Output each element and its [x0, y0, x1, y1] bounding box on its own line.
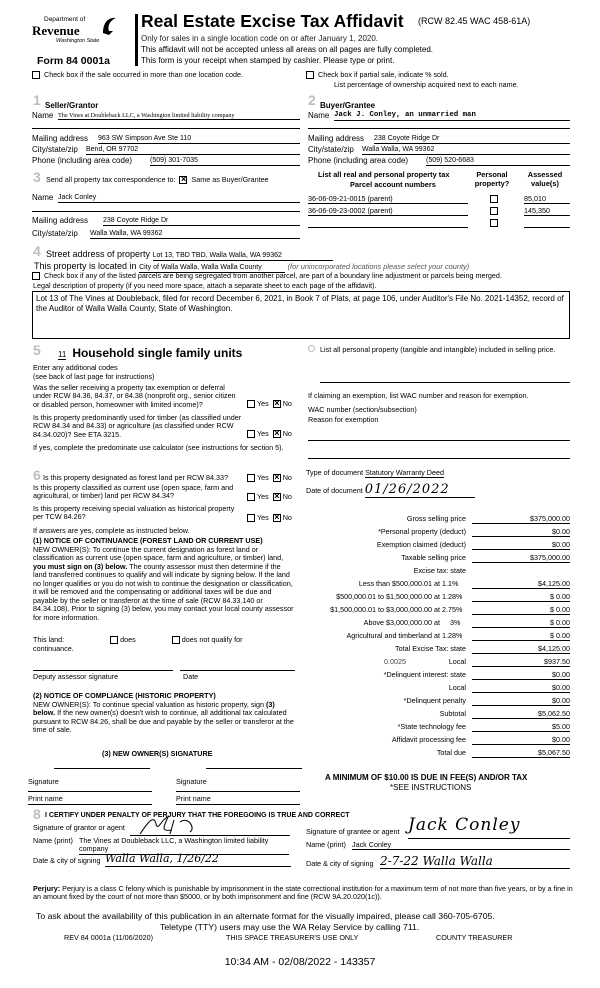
- local-rate: 0.0025: [384, 657, 406, 666]
- legal-description-label: Legal description of property (if you need more space, attach a separate sheet to each page of the affidavit).: [33, 281, 377, 290]
- deputy-date-label: Date: [183, 672, 199, 681]
- seller-phone-value[interactable]: (509) 301-7035: [150, 157, 300, 166]
- notice-1-c: The county assessor must then determine if the land transferred continues to qualify and will indicate by signing below. If the land no longer qualifies or you do not wish to continue the designation or classification, it will be removed and the compensating or additional taxes will be due and payable by the seller or transferor at the time of sale (RCW 84.33.140 or 84.34.108). Prior to signing (3) below, you may contact your local county assessor for more information.: [33, 561, 294, 622]
- state-label: Washington State: [56, 38, 100, 44]
- yes-label: Yes: [257, 513, 269, 522]
- perjury-label: Perjury:: [33, 884, 61, 893]
- owner-sig-line-2[interactable]: [206, 768, 302, 769]
- no-label: No: [282, 429, 292, 438]
- parcels-heading-2: Parcel account numbers: [350, 180, 436, 189]
- exemption-deduct-label: Exemption claimed (deduct): [376, 540, 466, 549]
- notice-2-body: [33, 701, 295, 735]
- reason-line-1[interactable]: [308, 440, 570, 441]
- corr-name-row: [32, 193, 300, 202]
- parcel-assessed-value[interactable]: [524, 219, 570, 228]
- bracket-1-rate: 1.1%: [442, 579, 459, 588]
- certify-heading: I CERTIFY UNDER PENALTY OF PERJURY THAT THE FOREGOING IS TRUE AND CORRECT: [45, 812, 350, 819]
- wac-number-label: WAC number (section/subsection): [308, 405, 417, 414]
- section-2-number: 2: [308, 92, 316, 108]
- multi-location-checkbox[interactable]: [32, 71, 40, 79]
- notice-1-body: [33, 546, 295, 622]
- same-as-buyer-checkbox[interactable]: [179, 176, 187, 184]
- grantor-name-row: [33, 836, 291, 854]
- doc-date-value[interactable]: 01/26/2022: [365, 482, 475, 498]
- accessibility-line-1: To ask about the availability of this publication in an alternate format for the visually impaired, please call 360-705-6705.: [36, 911, 495, 921]
- bracket-3-rate: 2.75%: [442, 605, 463, 614]
- doc-type-row: [306, 469, 444, 477]
- sec5-q1-options: [245, 400, 292, 408]
- delinquent-interest-label: *Delinquent interest: state: [383, 670, 466, 679]
- seller-city-value[interactable]: Bend, OR 97702: [86, 146, 300, 155]
- unincorporated-note: (for unincorporated locations please select your county): [287, 262, 470, 271]
- use-code-description: Household single family units: [72, 346, 243, 360]
- perjury-text: Perjury is a class C felony which is punishable by imprisonment in the state correctional institution for a maximum term of not more than five years, or by a fine in an amount fixed by the court of not more than $5000, or by both imprisonment and fine (RCW 9A.20.020(1c)).: [33, 884, 573, 902]
- buyer-city-value[interactable]: Walla Walla, WA 99362: [362, 146, 570, 155]
- taxable-value[interactable]: $375,000.00: [472, 554, 570, 563]
- grantor-date-value[interactable]: Walla Walla, 1/26/22: [105, 853, 291, 867]
- buyer-city-row: [308, 145, 570, 154]
- does-not-checkbox[interactable]: [172, 636, 180, 644]
- corr-city-label: City/state/zip: [32, 229, 78, 238]
- sec6-q1-text: Is this property designated as forest land per RCW 84.33?: [43, 473, 228, 482]
- seller-mail-value[interactable]: 963 SW Simpson Ave Ste 110: [98, 135, 300, 144]
- local-label: Local: [448, 657, 466, 666]
- exemption-claim-text: If claiming an exemption, list WAC number and reason for exemption.: [308, 391, 529, 400]
- owner-print-label-2: Print name: [176, 795, 300, 805]
- segregated-row: [32, 272, 502, 280]
- sec5-q2-no-checkbox[interactable]: [273, 430, 281, 438]
- personal-deduct-label: *Personal property (deduct): [378, 527, 466, 536]
- buyer-mail-label: Mailing address: [308, 134, 365, 143]
- sec5-q1-yes-checkbox[interactable]: [247, 400, 255, 408]
- seller-city-row: [32, 145, 300, 154]
- sub-line-2: This affidavit will not be accepted unless all areas on all pages are fully completed.: [141, 45, 434, 54]
- corr-city-row: [32, 229, 300, 238]
- buyer-name-label: Name: [308, 111, 330, 120]
- local-value[interactable]: $937.50: [472, 658, 570, 667]
- bracket-5-rate: 1.28%: [442, 631, 463, 640]
- parcel-number[interactable]: 36-06-09-23-0002 (parent): [308, 207, 468, 216]
- deputy-label: Deputy assessor signature: [33, 672, 119, 681]
- seller-heading: Seller/Grantor: [45, 101, 99, 110]
- sub-line-1: Only for sales in a single location code on or after January 1, 2020.: [141, 34, 379, 43]
- doc-date-row: [306, 482, 475, 498]
- yes-label: Yes: [257, 473, 269, 482]
- sec6-q3-text: Is this property receiving special valuation as historical property per TCW 84.26?: [33, 504, 235, 522]
- owner-sig-line-1[interactable]: [54, 768, 150, 769]
- sec5-q1: [33, 384, 295, 409]
- notice-2-title: (2) NOTICE OF COMPLIANCE (HISTORIC PROPERTY): [33, 691, 216, 700]
- notice-1-b: you must sign on (3) below.: [33, 561, 128, 571]
- bracket-2-range: $500,000.01 to $1,500,000.00 at: [336, 592, 440, 601]
- personal-property-heading: Personal property?: [474, 170, 510, 188]
- parcel-personal-checkbox[interactable]: [490, 207, 498, 215]
- bracket-4-range: Above $3,000,000.00 at: [363, 618, 440, 627]
- bracket-4-rate: 3%: [450, 618, 461, 627]
- grantor-date-label: Date & city of signing: [33, 856, 101, 865]
- sec5-q2-options: [245, 430, 292, 438]
- grantee-signature[interactable]: [408, 815, 570, 839]
- notice-2-c: If the new owner(s) doesn't wish to continue, all additional tax calculated pursuant to RCW 84.26, shall be due and payable by the seller or transferor at the time of sale.: [33, 708, 294, 735]
- seller-name-label: Name: [32, 111, 54, 120]
- treasurer-use-label: THIS SPACE TREASURER'S USE ONLY: [226, 933, 359, 942]
- delinquent-interest-value[interactable]: $0.00: [472, 671, 570, 680]
- multi-location-row: [32, 71, 243, 79]
- street-value[interactable]: Lot 13, TBD TBD, Walla Walla, WA 99362: [153, 252, 333, 261]
- yes-label: Yes: [257, 399, 269, 408]
- correspondence-row: [46, 176, 269, 184]
- notice-1-a: NEW OWNER(S): To continue the current designation as forest land or classification as current use (open space, farm and agriculture, or timber) land,: [33, 545, 284, 563]
- does-checkbox[interactable]: [110, 636, 118, 644]
- additional-codes-label: Enter any additional codes: [33, 363, 118, 372]
- excise-state-label: Excise tax: state: [413, 566, 466, 575]
- parcel-row-2: [308, 207, 570, 215]
- page-title: Real Estate Excise Tax Affidavit: [141, 11, 404, 31]
- sec5-q3-text: If yes, complete the predominate use calculator (see instructions for section 5).: [33, 443, 284, 452]
- seller-mail-label: Mailing address: [32, 134, 89, 143]
- form-number: Form 84 0001a: [37, 55, 110, 67]
- no-label: No: [282, 399, 292, 408]
- does-label: does: [120, 635, 136, 644]
- partial-sale-row: [306, 71, 449, 79]
- this-land-label: This land:: [33, 635, 65, 644]
- continuance-label: continuance.: [33, 644, 74, 653]
- use-code-row: [58, 346, 242, 360]
- corr-city-value[interactable]: Walla Walla, WA 99362: [90, 230, 300, 239]
- exemption-deduct-value[interactable]: $0.00: [472, 541, 570, 550]
- partial-sale-label: Check box if partial sale, indicate % sold.: [318, 70, 449, 79]
- delinquent-penalty-value[interactable]: $0.00: [472, 697, 570, 706]
- notice-2-a: NEW OWNER(S): To continue special valuation as historic property, sign: [33, 700, 265, 709]
- seller-city-label: City/state/zip: [32, 145, 78, 154]
- street-label: Street address of property: [46, 249, 151, 259]
- buyer-mail-value[interactable]: 238 Coyote Ridge Dr: [374, 135, 570, 144]
- grantee-name-row: [306, 841, 570, 849]
- sec6-q1-options: [245, 474, 292, 482]
- sec6-q3-no-checkbox[interactable]: [273, 514, 281, 522]
- section-4-number: 4: [33, 243, 41, 259]
- grantee-name-value[interactable]: Jack Conley: [352, 841, 570, 850]
- sec6-q1: [33, 474, 295, 482]
- bracket-5-value[interactable]: $ 0.00: [472, 632, 570, 641]
- bracket-3-range: $1,500,000.01 to $3,000,000.00 at: [330, 605, 440, 614]
- header-divider: [135, 14, 138, 66]
- sec5-q2: [33, 414, 295, 439]
- use-code-value[interactable]: 11: [58, 350, 67, 359]
- parcel-personal-checkbox[interactable]: [490, 219, 498, 227]
- see-instructions-notice: *SEE INSTRUCTIONS: [390, 783, 472, 792]
- revenue-wordmark: Revenue: [32, 23, 80, 38]
- parcels-heading-1: List all real and personal property tax: [318, 170, 450, 179]
- buyer-phone-row: [308, 156, 570, 165]
- buyer-city-label: City/state/zip: [308, 145, 354, 154]
- sec6-q3-yes-checkbox[interactable]: [247, 514, 255, 522]
- grantor-sig-label: Signature of grantor or agent: [33, 823, 125, 832]
- deputy-date-line[interactable]: [180, 670, 295, 671]
- sec5-q2-yes-checkbox[interactable]: [247, 430, 255, 438]
- owner-sig-label-2: Signature: [176, 778, 300, 792]
- minimum-due-notice: A MINIMUM OF $10.00 IS DUE IN FEE(S) AND/OR TAX: [325, 773, 528, 782]
- bracket-5-range: Agricultural and timberland at: [346, 631, 440, 640]
- treasurer-stamp: 10:34 AM - 02/08/2022 - 143357: [224, 956, 376, 968]
- section-6-number: 6: [33, 467, 41, 483]
- bracket-4-value[interactable]: $ 0.00: [472, 619, 570, 628]
- buyer-name-value[interactable]: Jack J. Conley, an unmarried man: [334, 111, 570, 121]
- doc-date-label: Date of document: [306, 486, 363, 495]
- doc-type-value[interactable]: Statutory Warranty Deed: [365, 468, 444, 477]
- subtotal-value[interactable]: $5,062.50: [472, 710, 570, 719]
- personal-property-text: List all personal property (tangible and intangible) included in selling price.: [320, 345, 556, 354]
- partial-sale-checkbox[interactable]: [306, 71, 314, 79]
- gross-value[interactable]: $375,000.00: [472, 515, 570, 524]
- sec6-q1-yes-checkbox[interactable]: [247, 474, 255, 482]
- seller-mail-row: [32, 134, 300, 143]
- total-state-label: Total Excise Tax: state: [395, 644, 466, 653]
- seller-phone-label: Phone (including area code): [32, 156, 133, 165]
- tech-fee-label: *State technology fee: [397, 722, 466, 731]
- sec6-q2-text: Is this property classified as current use (open space, farm and agricultural, or timber) land per RCW 84.34?: [33, 483, 234, 501]
- parcel-personal-checkbox[interactable]: [490, 195, 498, 203]
- seller-name-value[interactable]: The Vines at Doubleback LLC, a Washington limited liability company: [58, 112, 300, 120]
- accessibility-line-2: Teletype (TTY) users may use the WA Relay Service by calling 711.: [160, 922, 420, 932]
- corr-line-2: [32, 211, 300, 212]
- list-percentage-note: List percentage of ownership acquired next to each name.: [334, 80, 519, 89]
- subtotal-label: Subtotal: [439, 709, 466, 718]
- seller-phone-row: [32, 156, 300, 165]
- yes-label: Yes: [257, 492, 269, 501]
- parcel-assessed-value[interactable]: 145,350: [524, 207, 570, 216]
- personal-property-line[interactable]: [320, 382, 570, 383]
- grantor-date-row: [33, 852, 291, 865]
- sec5-q1-text: Was the seller receiving a property tax exemption or deferral under RCW 84.36, 84.37, or 84.38 (nonprofit org., senior citizen or disabled person, homeowner with limited income)?: [33, 383, 236, 409]
- seller-name-row: [32, 111, 300, 120]
- tech-fee-value[interactable]: $5.00: [472, 723, 570, 732]
- does-not-label: does not qualify for: [181, 635, 243, 644]
- buyer-mail-row: [308, 134, 570, 143]
- section-8-number: 8: [33, 806, 41, 822]
- legal-description-text: Lot 13 of The Vines at Doubleback, filed for record December 6, 2021, in Book 7 of Plats, at page 106, under Auditor's File No. 2021-14352, record of the Auditor of Walla Walla County, State of Washington.: [36, 294, 564, 313]
- grantor-signature-scribble-icon: [130, 814, 290, 836]
- notice-1-title: (1) NOTICE OF CONTINUANCE (FOREST LAND OR CURRENT USE): [33, 536, 263, 545]
- local-2-value[interactable]: $0.00: [472, 684, 570, 693]
- notice-3-title: (3) NEW OWNER(S) SIGNATURE: [102, 749, 213, 758]
- see-instructions-label: (see back of last page for instructions): [33, 372, 155, 381]
- bracket-1-range: Less than $500,000.01 at: [358, 579, 440, 588]
- street-row: [46, 249, 333, 261]
- sec6-q2: [33, 484, 295, 501]
- gross-label: Gross selling price: [406, 514, 466, 523]
- assessed-value-heading: Assessed value(s): [527, 170, 563, 188]
- seller-line-2: [32, 128, 300, 129]
- owner-sig-label-1: Signature: [28, 778, 152, 792]
- no-label: No: [282, 473, 292, 482]
- bracket-3-value[interactable]: $ 0.00: [472, 606, 570, 615]
- tax-table: [300, 512, 570, 812]
- reason-label: Reason for exemption: [308, 415, 379, 424]
- legal-description-box[interactable]: [32, 291, 570, 339]
- buyer-line-2: [308, 128, 570, 129]
- personal-property-circle-icon: [308, 345, 315, 352]
- no-label: No: [282, 492, 292, 501]
- corr-name-value[interactable]: Jack Conley: [58, 194, 300, 203]
- dept-label: Department of: [44, 16, 86, 23]
- revision-label: REV 84 0001a (11/06/2020): [64, 933, 153, 942]
- corr-mail-value[interactable]: 238 Coyote Ridge Dr: [103, 217, 300, 226]
- affidavit-fee-label: Affidavit processing fee: [391, 735, 466, 744]
- sec6-q3: [33, 505, 295, 522]
- parcel-number[interactable]: [308, 219, 468, 228]
- total-state-value[interactable]: $4,125.00: [472, 645, 570, 654]
- buyer-phone-label: Phone (including area code): [308, 156, 409, 165]
- sub-line-3: This form is your receipt when stamped by cashier. Please type or print.: [141, 56, 395, 65]
- corr-mail-label: Mailing address: [32, 216, 89, 225]
- personal-deduct-value[interactable]: $0.00: [472, 528, 570, 537]
- grantor-name-label: Name (print): [33, 836, 73, 845]
- segregated-label: Check box if any of the listed parcels are being segregated from another parcel, are part of a boundary line adjustment or parcels being merged.: [44, 271, 502, 280]
- grantee-date-row: [306, 854, 570, 868]
- sec6-q2-options: [245, 493, 292, 501]
- grantee-signature-value: Jack Conley: [408, 815, 521, 835]
- doc-type-label: Type of document: [306, 468, 364, 477]
- corr-name-label: Name: [32, 193, 54, 202]
- grantee-date-label: Date & city of signing: [306, 859, 374, 868]
- correspondence-text: Send all property tax correspondence to:: [46, 175, 176, 184]
- sec6-q2-no-checkbox[interactable]: [273, 493, 281, 501]
- sec6-q3-options: [245, 514, 292, 522]
- segregated-checkbox[interactable]: [32, 272, 40, 280]
- section-1-number: 1: [33, 92, 41, 108]
- multi-location-label: Check box if the sale occurred in more than one location code.: [44, 70, 243, 79]
- revenue-logo: [32, 16, 124, 56]
- sec5-q2-text: Is this property predominantly used for timber (as classified under RCW 84.34 and 84.33) or agriculture (as classified under RCW 84.34.020)? See ETA 3215.: [33, 413, 242, 439]
- buyer-name-row: [308, 111, 570, 120]
- located-label: This property is located in: [34, 261, 137, 271]
- total-due-label: Total due: [436, 748, 466, 757]
- local-2-label: Local: [448, 683, 466, 692]
- section-5-number: 5: [33, 342, 41, 358]
- yes-label: Yes: [257, 429, 269, 438]
- parcel-assessed-value[interactable]: 85,010: [524, 195, 570, 204]
- grantee-date-value[interactable]: 2-7-22 Walla Walla: [380, 854, 570, 869]
- taxable-label: Taxable selling price: [401, 553, 466, 562]
- bracket-2-value[interactable]: $ 0.00: [472, 593, 570, 602]
- affidavit-fee-value[interactable]: $0.00: [472, 736, 570, 745]
- buyer-heading: Buyer/Grantee: [320, 101, 376, 110]
- parcel-row-1: [308, 195, 570, 203]
- deputy-signature-line[interactable]: [33, 670, 173, 671]
- owner-print-label-1: Print name: [28, 795, 152, 805]
- reason-line-2[interactable]: [308, 458, 570, 459]
- grantee-sig-label: Signature of grantee or agent: [306, 827, 400, 836]
- bracket-1-value[interactable]: $4,125.00: [472, 580, 570, 589]
- parcel-row-3: [308, 219, 570, 227]
- rcw-reference: (RCW 82.45 WAC 458-61A): [418, 16, 531, 26]
- county-treasurer-label: COUNTY TREASURER: [436, 933, 513, 942]
- buyer-phone-value[interactable]: (509) 520-6683: [426, 157, 570, 166]
- logo-swoosh-icon: [100, 16, 118, 36]
- corr-mail-row: [32, 216, 300, 225]
- same-as-buyer-label: Same as Buyer/Grantee: [191, 175, 269, 184]
- sec6-q1-no-checkbox[interactable]: [273, 474, 281, 482]
- located-value[interactable]: City of Walla Walla, Walla Walla County: [139, 264, 285, 273]
- grantor-signature[interactable]: [130, 814, 290, 836]
- grantor-name-value[interactable]: The Vines at Doubleback LLC, a Washington limited liability company: [79, 837, 289, 855]
- delinquent-penalty-label: *Delinquent penalty: [403, 696, 466, 705]
- perjury-notice: [33, 885, 573, 902]
- total-due-value[interactable]: $5,067.50: [472, 749, 570, 758]
- parcel-number[interactable]: 36-06-09-21-0015 (parent): [308, 195, 468, 204]
- sec5-q1-no-checkbox[interactable]: [273, 400, 281, 408]
- grantee-name-label: Name (print): [306, 840, 346, 849]
- bracket-2-rate: 1.28%: [442, 592, 463, 601]
- no-label: No: [282, 513, 292, 522]
- notice-2-b: (3) below.: [33, 700, 275, 718]
- sec6-q2-yes-checkbox[interactable]: [247, 493, 255, 501]
- section-3-number: 3: [33, 169, 41, 185]
- sec6-if-yes: If answers are yes, complete as instructed below.: [33, 526, 190, 535]
